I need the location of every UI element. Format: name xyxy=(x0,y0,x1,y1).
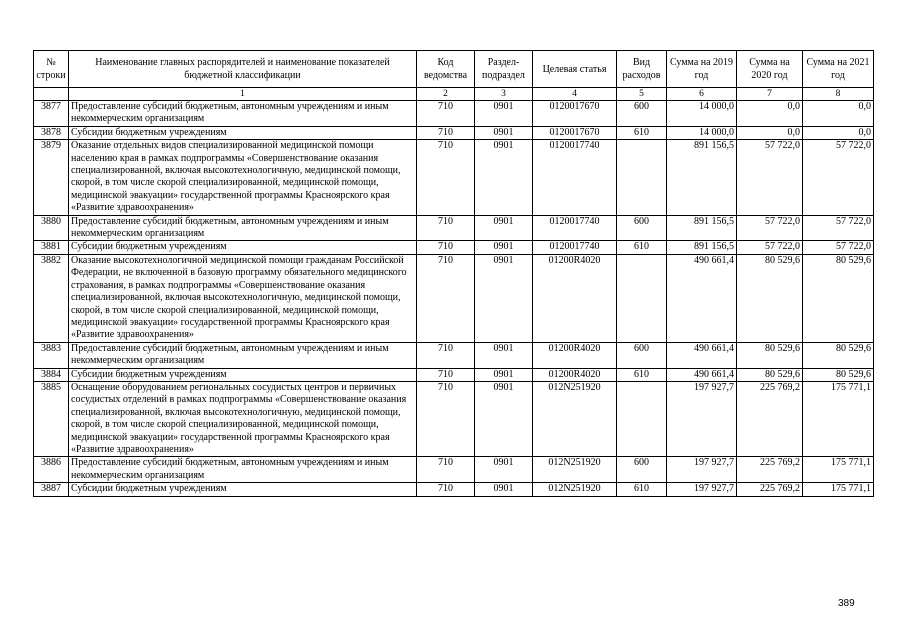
row-name-cell: Оказание отдельных видов специализированной медицинской помощи населению края в рамках подпрограммы «Совершенствование оказания специализированной, включая высокотехнологичную, медицинской помощи, скорой, в том числе скорой специализированной, медицинской помощи, медицинской эвакуации» государственной программы Красноярского края «Развитие здравоохранения» xyxy=(69,140,417,215)
row-sum-2021-cell: 57 722,0 xyxy=(803,140,874,215)
row-type-cell xyxy=(617,140,667,215)
table-row xyxy=(34,215,874,241)
row-name-cell: Субсидии бюджетным учреждениям xyxy=(69,368,417,381)
table-row xyxy=(34,381,874,456)
row-code-cell: 710 xyxy=(417,101,475,127)
row-sum-2020-cell: 57 722,0 xyxy=(737,215,803,241)
row-sum-2021-cell: 57 722,0 xyxy=(803,241,874,254)
column-number: 6 xyxy=(667,88,737,101)
row-code-cell: 710 xyxy=(417,483,475,496)
row-section-cell: 0901 xyxy=(475,483,533,496)
row-sum-2020-cell: 0,0 xyxy=(737,101,803,127)
row-code-cell: 710 xyxy=(417,368,475,381)
row-code-cell: 710 xyxy=(417,381,475,456)
row-name-cell: Предоставление субсидий бюджетным, автономным учреждениям и иным некоммерческим организациям xyxy=(69,457,417,483)
row-sum-2019-cell: 197 927,7 xyxy=(667,457,737,483)
row-target-cell: 0120017740 xyxy=(533,140,617,215)
row-section-cell: 0901 xyxy=(475,342,533,368)
row-sum-2019-cell: 891 156,5 xyxy=(667,215,737,241)
row-sum-2020-cell: 80 529,6 xyxy=(737,342,803,368)
row-sum-2021-cell: 80 529,6 xyxy=(803,254,874,342)
row-code-cell: 710 xyxy=(417,126,475,139)
column-number: 1 xyxy=(69,88,417,101)
row-section-cell: 0901 xyxy=(475,381,533,456)
row-number-cell: 3880 xyxy=(34,215,69,241)
row-section-cell: 0901 xyxy=(475,241,533,254)
col-header-sum-2020: Сумма на 2020 год xyxy=(737,51,803,88)
row-name-cell: Предоставление субсидий бюджетным, автономным учреждениям и иным некоммерческим организациям xyxy=(69,342,417,368)
row-target-cell: 01200R4020 xyxy=(533,254,617,342)
row-number-cell: 3882 xyxy=(34,254,69,342)
table-row xyxy=(34,140,874,215)
row-type-cell: 600 xyxy=(617,342,667,368)
table-row xyxy=(34,126,874,139)
row-name-cell: Предоставление субсидий бюджетным, автономным учреждениям и иным некоммерческим организациям xyxy=(69,215,417,241)
col-header-code: Код ведомства xyxy=(417,51,475,88)
table-row xyxy=(34,101,874,127)
row-target-cell: 012N251920 xyxy=(533,457,617,483)
table-row xyxy=(34,483,874,496)
row-number-cell: 3884 xyxy=(34,368,69,381)
row-sum-2021-cell: 175 771,1 xyxy=(803,483,874,496)
row-type-cell: 600 xyxy=(617,457,667,483)
row-code-cell: 710 xyxy=(417,457,475,483)
row-name-cell: Оказание высокотехнологичной медицинской помощи гражданам Российской Федерации, не включенной в базовую программу обязательного медицинского страхования, в рамках подпрограммы «Совершенствование оказания специализированной, включая высокотехнологичную, медицинской помощи, скорой, в том числе скорой специализированной, медицинской помощи, медицинской эвакуации» государственной программы Красноярского края «Развитие здравоохранения» xyxy=(69,254,417,342)
row-sum-2021-cell: 80 529,6 xyxy=(803,368,874,381)
row-sum-2020-cell: 225 769,2 xyxy=(737,381,803,456)
budget-table xyxy=(33,50,874,497)
col-header-row-no: № строки xyxy=(34,51,69,88)
row-sum-2020-cell: 225 769,2 xyxy=(737,457,803,483)
column-number: 5 xyxy=(617,88,667,101)
row-number-cell: 3885 xyxy=(34,381,69,456)
table-row xyxy=(34,241,874,254)
row-target-cell: 012N251920 xyxy=(533,483,617,496)
row-section-cell: 0901 xyxy=(475,140,533,215)
row-sum-2021-cell: 57 722,0 xyxy=(803,215,874,241)
row-name-cell: Оснащение оборудованием региональных сосудистых центров и первичных сосудистых отделений в рамках подпрограммы «Совершенствование оказания специализированной, включая высокотехнологичную, медицинской помощи, скорой, в том числе скорой специализированной, медицинской помощи, медицинской эвакуации» государственной программы Красноярского края «Развитие здравоохранения» xyxy=(69,381,417,456)
row-sum-2020-cell: 80 529,6 xyxy=(737,254,803,342)
row-sum-2019-cell: 490 661,4 xyxy=(667,368,737,381)
row-sum-2020-cell: 80 529,6 xyxy=(737,368,803,381)
row-type-cell: 610 xyxy=(617,483,667,496)
header-row xyxy=(34,51,874,88)
row-type-cell: 610 xyxy=(617,368,667,381)
row-code-cell: 710 xyxy=(417,342,475,368)
column-number: 3 xyxy=(475,88,533,101)
row-name-cell: Субсидии бюджетным учреждениям xyxy=(69,483,417,496)
row-target-cell: 0120017670 xyxy=(533,101,617,127)
table-row xyxy=(34,368,874,381)
row-sum-2019-cell: 197 927,7 xyxy=(667,381,737,456)
column-number: 2 xyxy=(417,88,475,101)
row-number-cell: 3886 xyxy=(34,457,69,483)
row-target-cell: 0120017670 xyxy=(533,126,617,139)
row-target-cell: 012N251920 xyxy=(533,381,617,456)
col-header-section: Раздел- подраздел xyxy=(475,51,533,88)
row-sum-2021-cell: 0,0 xyxy=(803,126,874,139)
row-number-cell: 3879 xyxy=(34,140,69,215)
column-number xyxy=(34,88,69,101)
row-sum-2021-cell: 175 771,1 xyxy=(803,381,874,456)
row-sum-2021-cell: 175 771,1 xyxy=(803,457,874,483)
row-target-cell: 01200R4020 xyxy=(533,368,617,381)
row-code-cell: 710 xyxy=(417,254,475,342)
row-sum-2019-cell: 891 156,5 xyxy=(667,241,737,254)
column-number: 8 xyxy=(803,88,874,101)
row-section-cell: 0901 xyxy=(475,126,533,139)
table-row xyxy=(34,457,874,483)
row-sum-2020-cell: 0,0 xyxy=(737,126,803,139)
row-name-cell: Предоставление субсидий бюджетным, автономным учреждениям и иным некоммерческим организациям xyxy=(69,101,417,127)
col-header-sum-2021: Сумма на 2021 год xyxy=(803,51,874,88)
table-row xyxy=(34,254,874,342)
row-name-cell: Субсидии бюджетным учреждениям xyxy=(69,241,417,254)
row-number-cell: 3887 xyxy=(34,483,69,496)
row-sum-2021-cell: 0,0 xyxy=(803,101,874,127)
row-type-cell xyxy=(617,254,667,342)
col-header-sum-2019: Сумма на 2019 год xyxy=(667,51,737,88)
row-section-cell: 0901 xyxy=(475,215,533,241)
column-numbers-row xyxy=(34,88,874,101)
row-sum-2019-cell: 891 156,5 xyxy=(667,140,737,215)
row-sum-2019-cell: 197 927,7 xyxy=(667,483,737,496)
table-body xyxy=(34,101,874,497)
row-number-cell: 3878 xyxy=(34,126,69,139)
row-number-cell: 3877 xyxy=(34,101,69,127)
row-section-cell: 0901 xyxy=(475,368,533,381)
col-header-name: Наименование главных распорядителей и наименование показателей бюджетной классификации xyxy=(69,51,417,88)
row-target-cell: 01200R4020 xyxy=(533,342,617,368)
row-sum-2019-cell: 14 000,0 xyxy=(667,126,737,139)
row-code-cell: 710 xyxy=(417,215,475,241)
col-header-target: Целевая статья xyxy=(533,51,617,88)
row-code-cell: 710 xyxy=(417,241,475,254)
row-type-cell: 600 xyxy=(617,215,667,241)
row-number-cell: 3881 xyxy=(34,241,69,254)
row-sum-2019-cell: 490 661,4 xyxy=(667,342,737,368)
column-number: 4 xyxy=(533,88,617,101)
row-sum-2020-cell: 57 722,0 xyxy=(737,241,803,254)
column-number: 7 xyxy=(737,88,803,101)
row-section-cell: 0901 xyxy=(475,457,533,483)
row-type-cell: 610 xyxy=(617,241,667,254)
row-sum-2019-cell: 14 000,0 xyxy=(667,101,737,127)
row-type-cell: 600 xyxy=(617,101,667,127)
row-number-cell: 3883 xyxy=(34,342,69,368)
row-code-cell: 710 xyxy=(417,140,475,215)
row-target-cell: 0120017740 xyxy=(533,241,617,254)
row-sum-2021-cell: 80 529,6 xyxy=(803,342,874,368)
row-type-cell xyxy=(617,381,667,456)
page-number: 389 xyxy=(838,598,855,609)
table-row xyxy=(34,342,874,368)
row-section-cell: 0901 xyxy=(475,254,533,342)
row-sum-2020-cell: 225 769,2 xyxy=(737,483,803,496)
col-header-type: Вид расходов xyxy=(617,51,667,88)
row-section-cell: 0901 xyxy=(475,101,533,127)
row-type-cell: 610 xyxy=(617,126,667,139)
row-name-cell: Субсидии бюджетным учреждениям xyxy=(69,126,417,139)
row-sum-2019-cell: 490 661,4 xyxy=(667,254,737,342)
row-sum-2020-cell: 57 722,0 xyxy=(737,140,803,215)
row-target-cell: 0120017740 xyxy=(533,215,617,241)
